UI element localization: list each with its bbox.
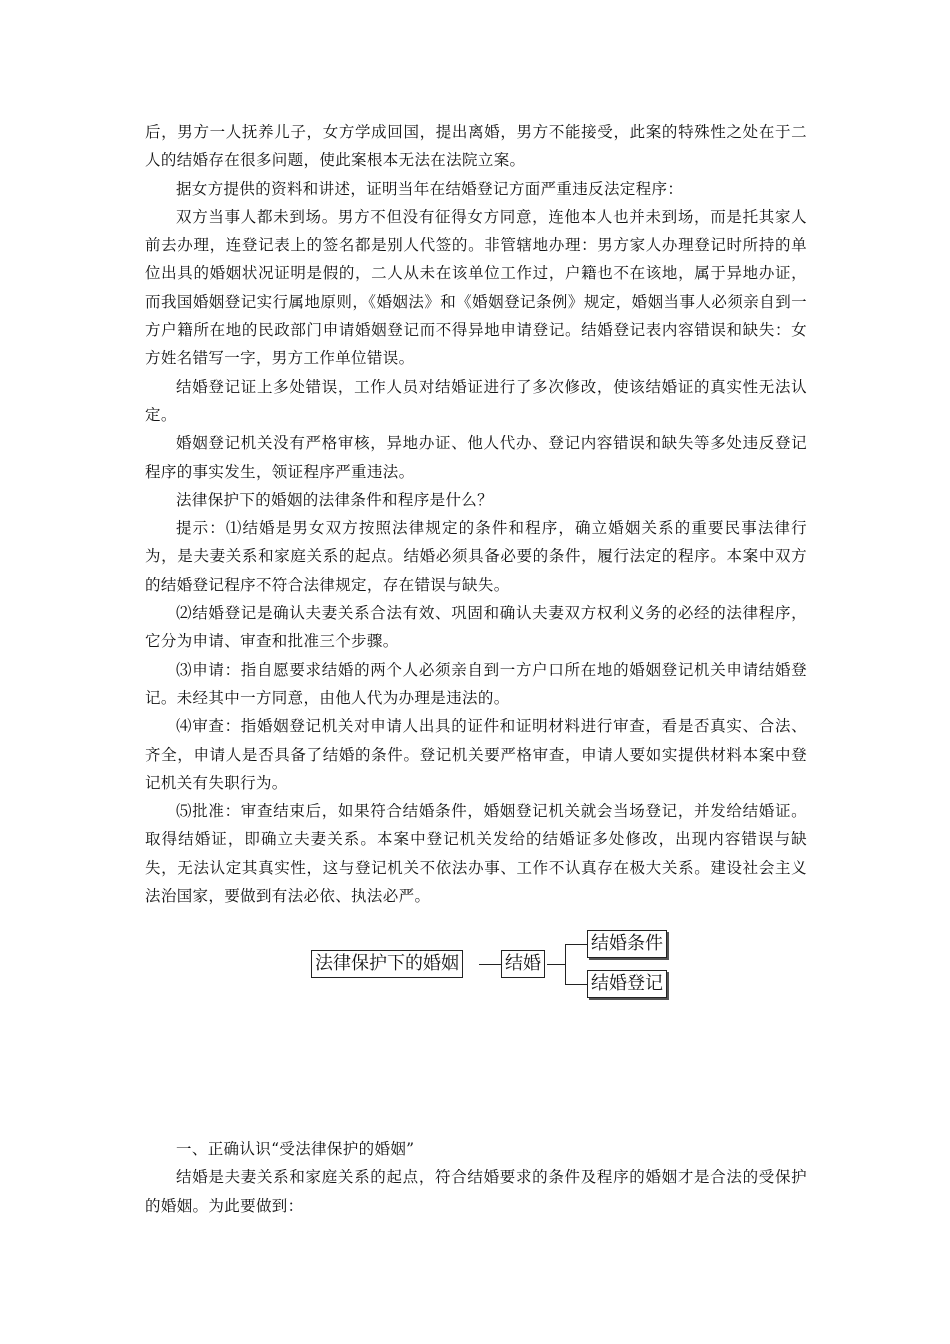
paragraph-hint-3: ⑶申请：指自愿要求结婚的两个人必须亲自到一方户口所在地的婚姻登记机关申请结婚登记。未经其中一方同意，由他人代为办理是违法的。 [145, 660, 807, 707]
knowledge-section [145, 1135, 807, 1220]
paragraph-violations: 双方当事人都未到场。男方不但没有征得女方同意，连他本人也并未到场，而是托其家人前去办理，连登记表上的签名都是别人代签的。非管辖地办理：男方家人办理登记时所持的单位出具的婚姻状况证明是假的，二人从未在该单位工作过，户籍也不在该地，属于异地办证，而我国婚姻登记实行属地原则，《婚姻法》和《婚姻登记条例》规定，婚姻当事人必须亲自到一方户籍所在地的民政部门申请婚姻登记而不得异地申请登记。结婚登记表内容错误和缺失：女方姓名错写一字，男方工作单位错误。 [145, 207, 807, 368]
paragraph-continuation: 后，男方一人抚养儿子，女方学成回国，提出离婚，男方不能接受，此案的特殊性之处在于二人的结婚存在很多问题，使此案根本无法在法院立案。 [145, 123, 807, 170]
paragraph-evidence-intro: 据女方提供的资料和讲述，证明当年在结婚登记方面严重违反法定程序： [176, 179, 684, 198]
paragraph-authority-failure: 婚姻登记机关没有严格审核，异地办证、他人代办、登记内容错误和缺失等多处违反登记程序的事实发生，领证程序严重违法。 [145, 434, 807, 481]
paragraph-hint-4: ⑷审查：指婚姻登记机关对申请人出具的证件和证明材料进行审查，看是否真实、合法、齐全，申请人是否具备了结婚的条件。登记机关要严格审查，申请人要如实提供材料本案中登记机关有失职行为。 [145, 717, 807, 792]
concept-map [311, 930, 676, 1000]
paragraph-question: 法律保护下的婚姻的法律条件和程序是什么？ [176, 490, 494, 509]
paragraph-hint-5: ⑸批准：审查结束后，如果符合结婚条件，婚姻登记机关就会当场登记，并发给结婚证。取得结婚证，即确立夫妻关系。本案中登记机关发给的结婚证多处修改，出现内容错误与缺失，无法认定其真实性，这与登记机关不依法办事、工作不认真存在极大关系。建设社会主义法治国家，要做到有法必依、执法必严。 [145, 802, 807, 906]
map-connector-middle [547, 964, 565, 965]
map-connector-vertical [565, 944, 566, 984]
map-connector-root [479, 964, 501, 965]
paragraph-certificate-errors: 结婚登记证上多处错误，工作人员对结婚证进行了多次修改，使该结婚证的真实性无法认定。 [145, 377, 807, 424]
paragraph-hint-2: ⑵结婚登记是确认夫妻关系合法有效、巩固和确认夫妻双方权利义务的必经的法律程序，它分为申请、审查和批准三个步骤。 [145, 604, 807, 651]
map-connector-bottom [565, 984, 587, 985]
map-branch-registration: 结婚登记 [587, 970, 667, 998]
map-middle-box: 结婚 [501, 950, 545, 978]
section-body: 结婚是夫妻关系和家庭关系的起点，符合结婚要求的条件及程序的婚姻才是合法的受保护的婚姻。为此要做到： [145, 1168, 807, 1215]
map-connector-top [565, 944, 587, 945]
case-analysis-text [145, 118, 807, 910]
paragraph-hint-1: 提示：⑴结婚是男女双方按照法律规定的条件和程序，确立婚姻关系的重要民事法律行为，是夫妻关系和家庭关系的起点。结婚必须具备必要的条件，履行法定的程序。本案中双方的结婚登记程序不符合法律规定，存在错误与缺失。 [145, 519, 807, 594]
map-branch-conditions: 结婚条件 [587, 930, 667, 958]
map-root-box: 法律保护下的婚姻 [311, 950, 463, 978]
section-heading: 一、正确认识“受法律保护的婚姻” [176, 1140, 415, 1158]
